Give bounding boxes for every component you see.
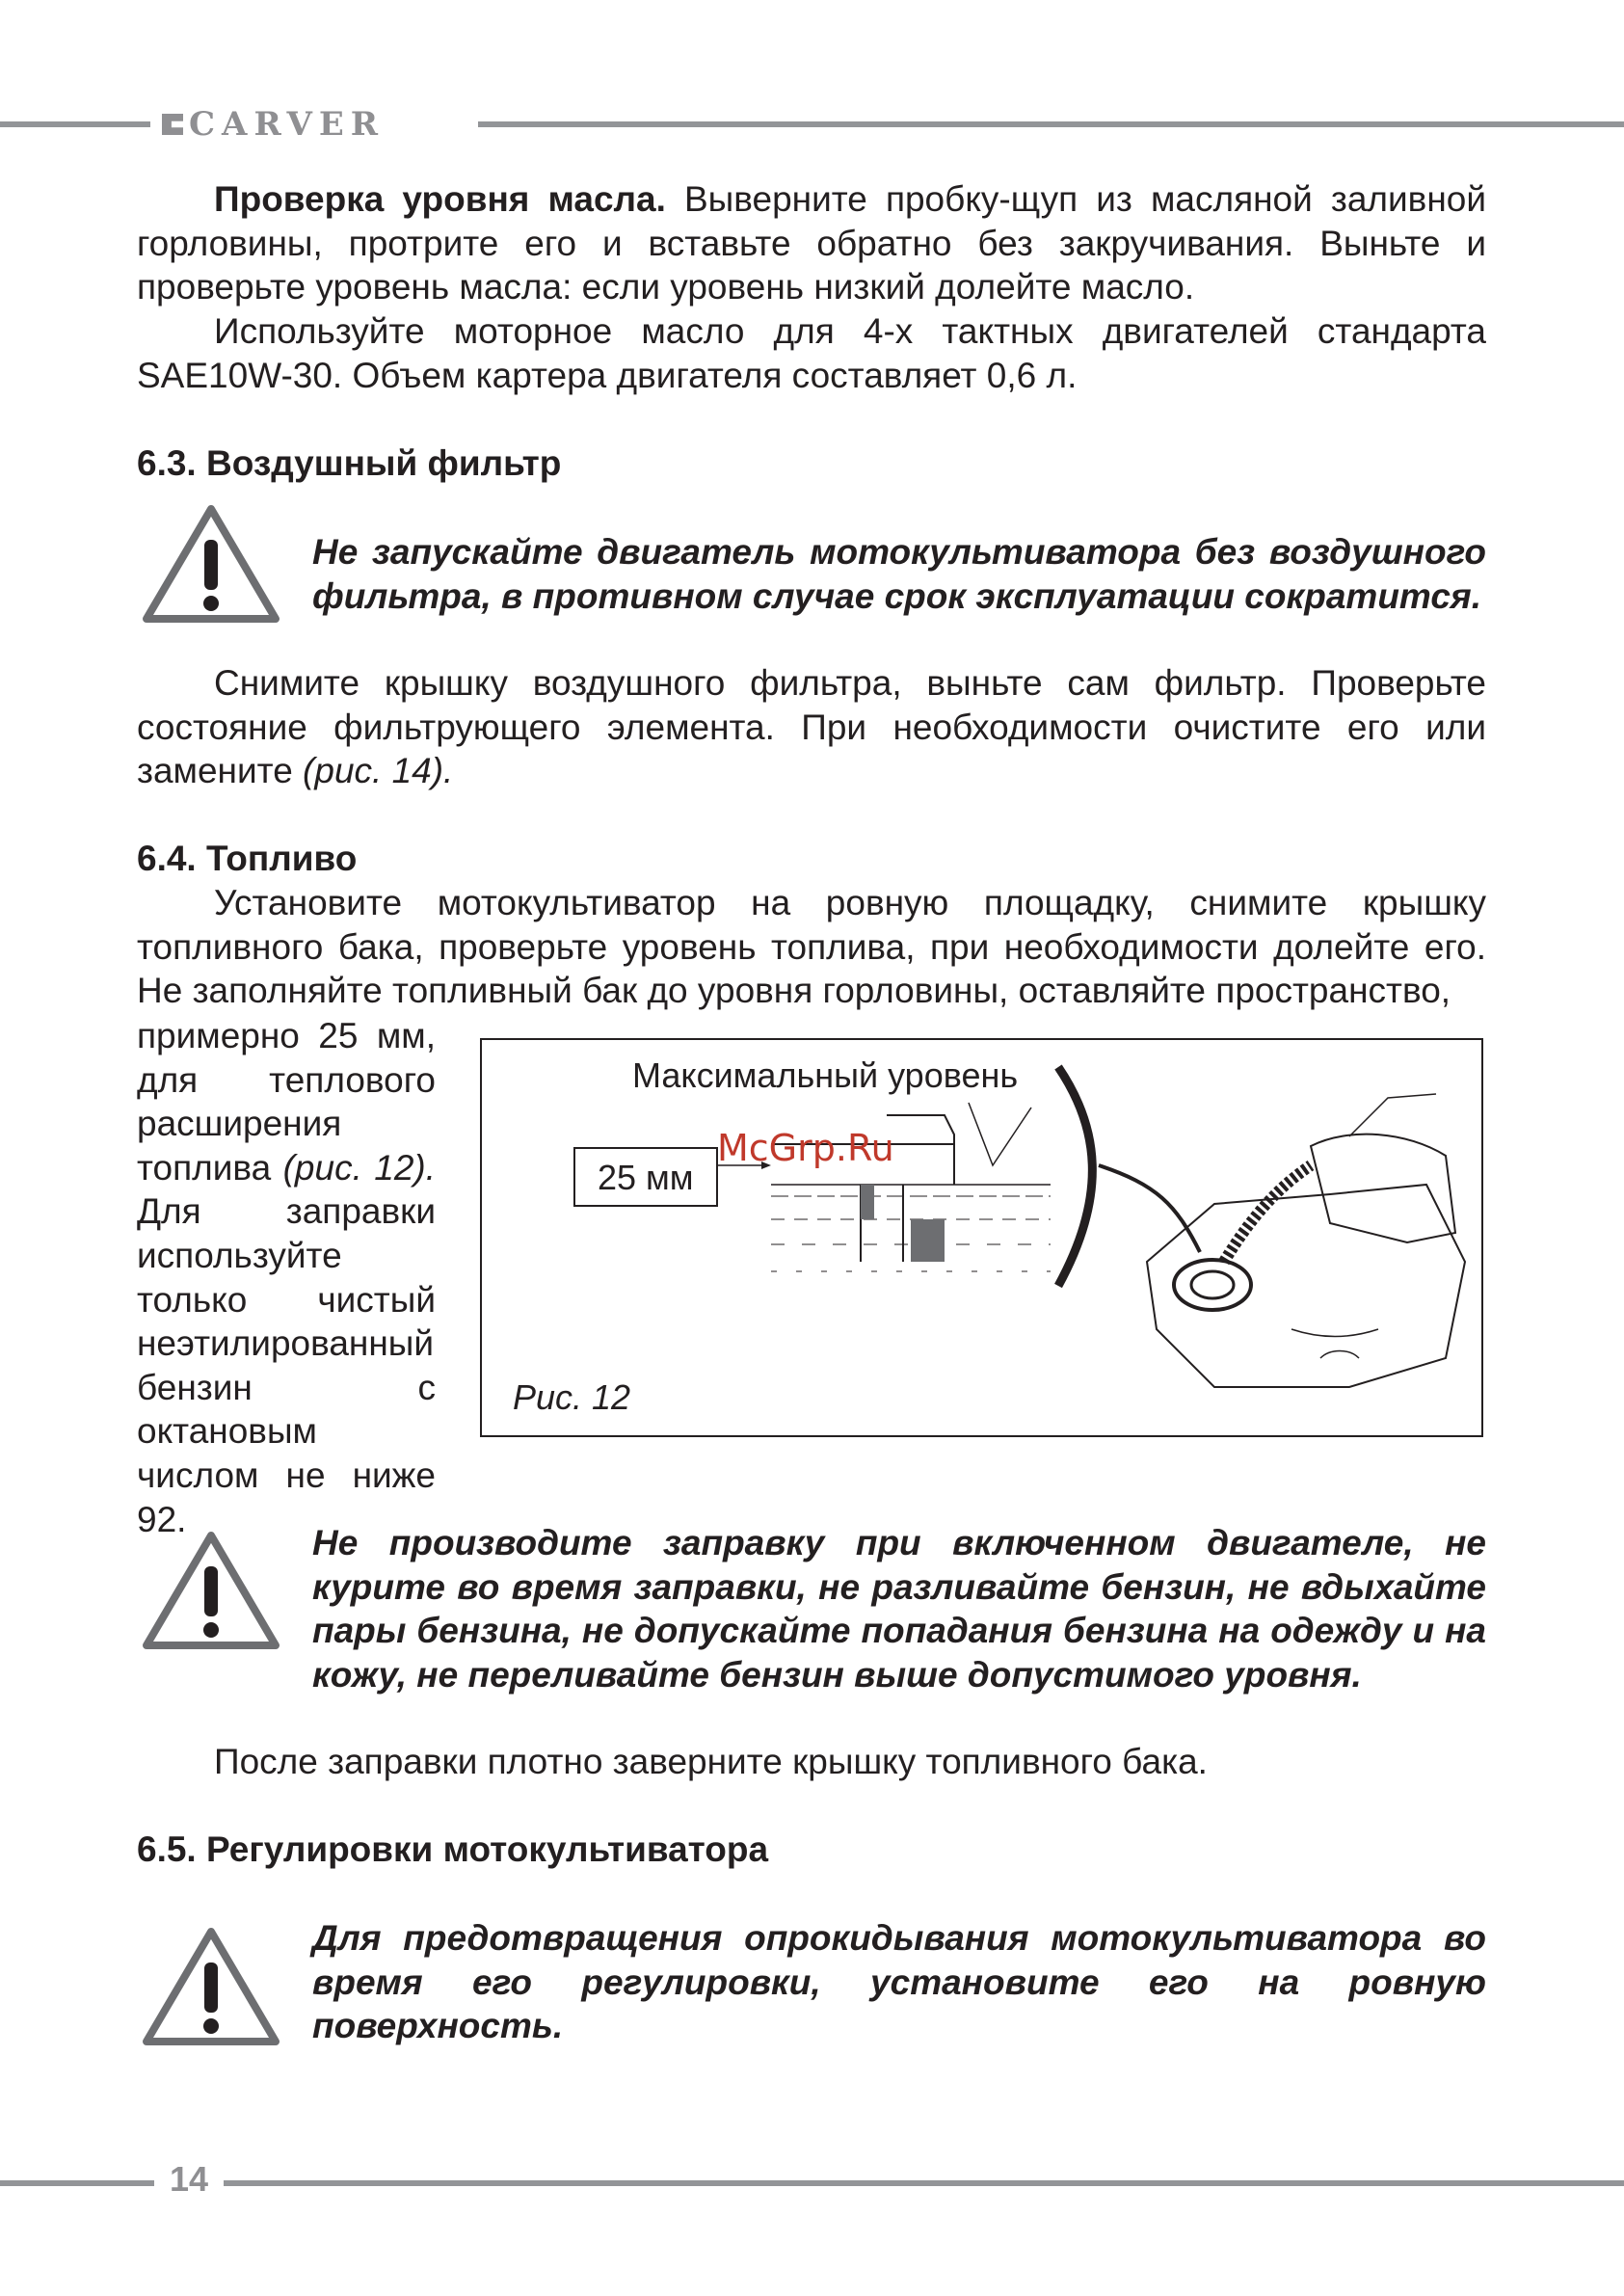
oil-spec-paragraph: Используйте моторное масло для 4-х тактных двигателей стандарта SAE10W-30. Объем картера двигателя составляет 0,6 л. (137, 311, 1486, 395)
page-number: 14 (170, 2159, 209, 2199)
carver-logo-icon (162, 114, 183, 135)
oil-check-text: Выверните пробку-щуп из масляной заливной горловины, протрите его и вставьте обратно без закручивания. Выньте и проверьте уровень масла: если уровень низкий долейте масло. (137, 179, 1487, 307)
warning-triangle-icon (139, 501, 283, 628)
figure-watermark: McGrp.Ru (717, 1127, 894, 1169)
oil-check-paragraph (137, 177, 1486, 309)
fuel-side-text (137, 1014, 436, 1541)
warning-triangle-icon (139, 1924, 283, 2051)
header-rule-right (478, 121, 1624, 127)
footer-rule-right (224, 2180, 1624, 2186)
section-heading-air-filter: 6.3. Воздушный фильтр (137, 443, 562, 483)
figure-caption: Рис. 12 (513, 1377, 631, 1417)
air-filter-figure-ref: (рис. 14). (303, 751, 454, 791)
oil-check-lead: Проверка уровня масла. (214, 179, 666, 219)
air-filter-text: Снимите крышку воздушного фильтра, выньте сам фильтр. Проверьте состояние фильтрующего элемента. При необходимости очистите его или замените (137, 663, 1486, 791)
brand-logo (162, 105, 470, 144)
fuel-side-text-b: Для заправки используйте только чистый неэтилированный бензин с октановым числом не ниже 92. (137, 1191, 436, 1539)
section-heading-adjust: 6.5. Регулировки мотокультиватора (137, 1829, 769, 1869)
brand-name: CARVER (189, 105, 386, 144)
footer-rule-left (0, 2180, 154, 2186)
warning-adjust: Для предотвращения опрокидывания мотокультиватора во время его регулировки, установите его на ровную поверхность. (312, 1918, 1486, 2046)
fuel-tank-illustration (482, 1040, 1481, 1435)
figure-max-level-label: Максимальный уровень (632, 1055, 1019, 1095)
section-heading-fuel: 6.4. Топливо (137, 839, 358, 878)
figure-gap-label: 25 мм (598, 1158, 694, 1197)
fuel-side-text-a: примерно 25 мм, для теплового расширения топлива (137, 1016, 436, 1188)
fuel-paragraph: Установите мотокультиватор на ровную площадку, снимите крышку топливного бака, проверьте уровень топлива, при необходимости долейте его. Не заполняйте топливный бак до уровня горловины, оставляйте пространство, (137, 883, 1486, 1011)
warning-fuel: Не производите заправку при включенном двигателе, не курите во время заправки, не разливайте бензин, не вдыхайте пары бензина, не допускайте попадания бензина на одежду и на кожу, не переливайте бензин выше допустимого уровня. (312, 1523, 1486, 1695)
fuel-after-paragraph: После заправки плотно заверните крышку топливного бака. (214, 1742, 1208, 1781)
air-filter-paragraph (137, 661, 1486, 793)
header-rule-left (0, 121, 150, 127)
figure-12 (480, 1038, 1483, 1437)
warning-triangle-icon (139, 1528, 283, 1655)
warning-air-filter: Не запускайте двигатель мотокультиватора без воздушного фильтра, в противном случае срок эксплуатации сократится. (312, 532, 1486, 616)
fuel-figure-ref: (рис. 12). (282, 1147, 437, 1188)
